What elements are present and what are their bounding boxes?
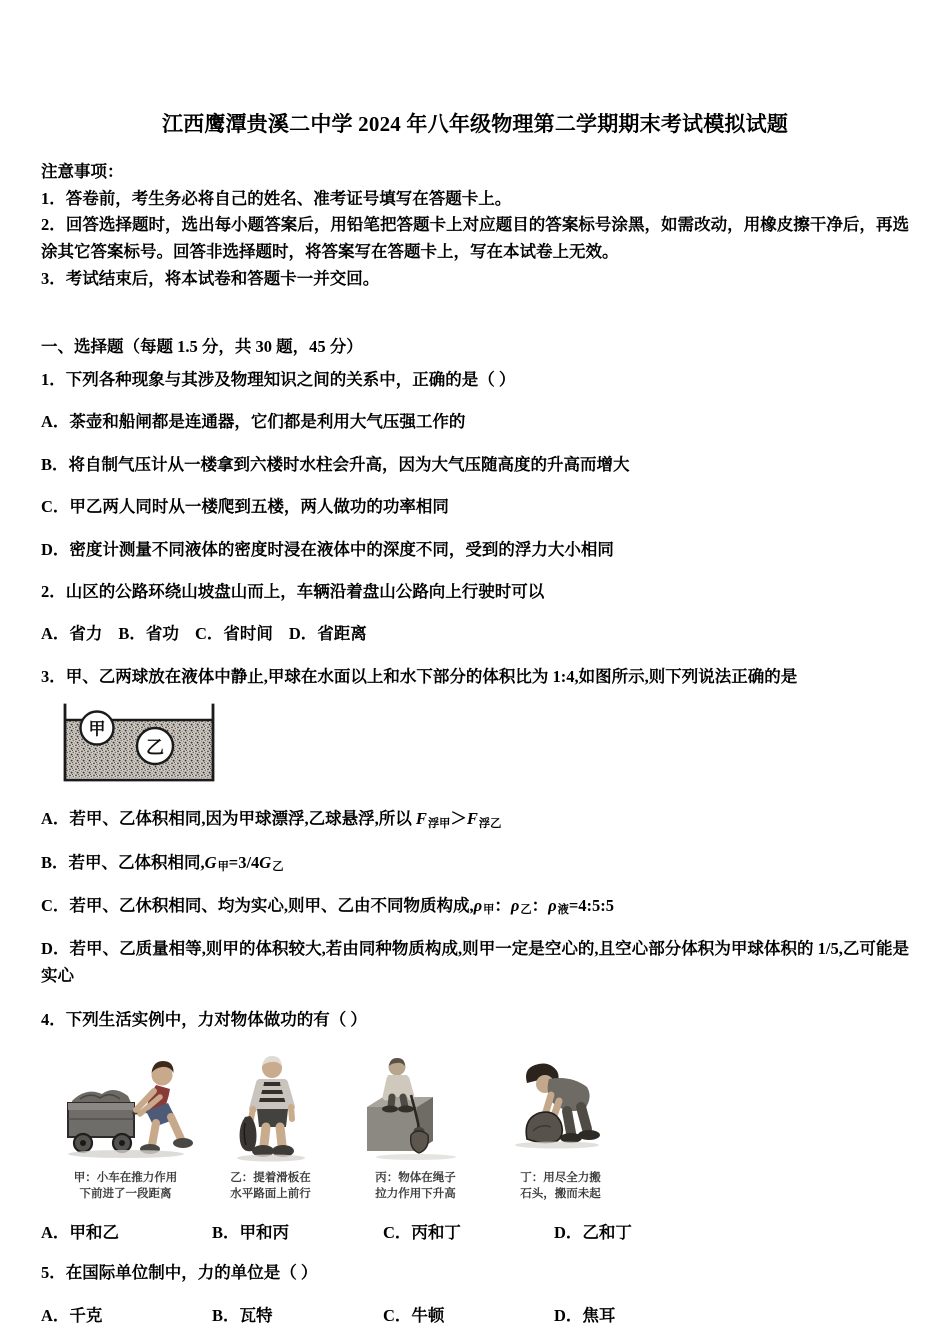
q3-opt-c-rho3: ρ <box>548 895 557 915</box>
notice-item-3: 3．考试结束后，将本试卷和答题卡一并交回。 <box>41 268 380 288</box>
question-4-options <box>41 1220 909 1246</box>
question-3-option-d: D．若甲、乙质量相等,则甲的体积较大,若由同种物质构成,则甲一定是空心的,且空心部分体积为甲球体积的 1/5,乙可能是实心 <box>41 939 909 985</box>
question-2-option-b: B．省功 <box>118 624 179 644</box>
question-3-option-c <box>41 893 909 920</box>
q3-opt-c-rho1: ρ <box>473 895 483 915</box>
caption-bing <box>343 1171 488 1201</box>
caption-ding <box>488 1171 633 1201</box>
section-heading-choice: 一、选择题（每题 1.5 分，共 30 题，45 分） <box>41 336 363 356</box>
question-2-stem: 2．山区的公路环绕山坡盘山而上，车辆沿着盘山公路向上行驶时可以 <box>41 581 545 601</box>
notice-block <box>41 159 909 292</box>
question-5-option-a: A．千克 <box>41 1305 103 1325</box>
q3-opt-c-tail: =4:5:5 <box>568 895 615 915</box>
q3-opt-a-sym2: F <box>466 809 478 829</box>
question-2-option-c: C．省时间 <box>194 624 273 644</box>
figure-cell-jia <box>53 1047 198 1165</box>
caption-jia-line1: 甲：小车在推力作用 <box>73 1172 178 1185</box>
question-5-stem: 5．在国际单位制中，力的单位是（ ） <box>41 1263 318 1283</box>
caption-jia <box>53 1171 198 1201</box>
question-4-captions <box>53 1171 633 1201</box>
q3-opt-b-sub2: 乙 <box>272 860 284 873</box>
q3-opt-a-text: A．若甲、乙体积相同,因为甲球漂浮,乙球悬浮,所以 <box>41 809 416 829</box>
q3-opt-b-sym1: G <box>204 852 217 872</box>
question-1-stem: 1．下列各种现象与其涉及物理知识之间的关系中，正确的是（ ） <box>41 370 516 390</box>
page-title: 江西鹰潭贵溪二中学 2024 年八年级物理第二学期期末考试模拟试题 <box>161 112 789 136</box>
q3-opt-b-mid: =3/4 <box>228 852 260 872</box>
question-5-option-b: B．瓦特 <box>212 1305 273 1325</box>
caption-jia-line2: 下前进了一段距离 <box>79 1187 172 1200</box>
q3-opt-b-sym2: G <box>259 852 272 872</box>
person-lifting-rock-icon <box>501 1053 621 1165</box>
q3-opt-c-text: C．若甲、乙休积相同、均为实心,则甲、乙由不同物质构成, <box>41 895 474 915</box>
caption-bing-line1: 丙：物体在绳子 <box>375 1172 456 1185</box>
boy-pushing-cart-icon <box>56 1053 196 1165</box>
figure-cell-ding <box>488 1047 633 1165</box>
caption-yi <box>198 1171 343 1201</box>
q3-opt-c-sub3: 液 <box>557 904 569 917</box>
q3-opt-b-sub1: 甲 <box>217 860 229 873</box>
beaker-two-balls-figure <box>57 702 247 788</box>
question-3-figure <box>57 702 909 790</box>
question-5-option-d: D．焦耳 <box>554 1305 616 1325</box>
q3-opt-c-rho2: ρ <box>510 895 520 915</box>
q3-opt-a-sub2: 浮乙 <box>478 817 502 830</box>
question-1-option-b: B．将自制气压计从一楼拿到六楼时水柱会升高，因为大气压随高度的升高而增大 <box>41 454 630 474</box>
question-2-option-a: A．省力 <box>41 624 103 644</box>
question-4-figure-row <box>53 1047 633 1165</box>
q3-opt-a-rel: ＞ <box>450 809 467 829</box>
q3-opt-a-sym1: F <box>415 809 427 829</box>
q3-opt-c-sub2: 乙 <box>520 904 532 917</box>
question-4-option-b: B．甲和丙 <box>212 1222 290 1242</box>
caption-bing-line2: 拉力作用下升高 <box>375 1187 456 1200</box>
q3-opt-c-sub1: 甲 <box>483 904 495 917</box>
question-5-options <box>41 1303 909 1329</box>
question-5-option-c: C．牛顿 <box>383 1305 445 1325</box>
question-1-option-a: A．茶壶和船闸都是连通器，它们都是利用大气压强工作的 <box>41 412 466 432</box>
question-2-option-d: D．省距离 <box>288 624 367 644</box>
page-content <box>41 0 909 1329</box>
question-4-option-d: D．乙和丁 <box>554 1222 632 1242</box>
q3-opt-c-sep1: ： <box>494 895 511 915</box>
question-4-stem: 4．下列生活实例中，力对物体做功的有（ ） <box>41 1010 367 1030</box>
question-4-figures <box>53 1047 633 1201</box>
q3-opt-b-text: B．若甲、乙体积相同, <box>41 852 205 872</box>
question-3-option-a <box>41 806 909 833</box>
question-4-option-a: A．甲和乙 <box>41 1222 119 1242</box>
notice-heading: 注意事项： <box>41 162 124 182</box>
notice-item-2: 2．回答选择题时，选出每小题答案后，用铅笔把答题卡上对应题目的答案标号涂黑，如需改动，用橡皮擦干净后，再选涂其它答案标号。回答非选择题时，将答案写在答题卡上，写在本试卷上无效。 <box>41 215 909 262</box>
question-2-options <box>41 621 909 647</box>
question-3-stem: 3．甲、乙两球放在液体中静止,甲球在水面以上和水下部分的体积比为 1:4,如图所示,则下列说法正确的是 <box>41 666 798 686</box>
caption-ding-line2: 石头，搬而未起 <box>520 1187 601 1200</box>
ball-label-yi: 乙 <box>146 737 164 758</box>
ball-label-jia: 甲 <box>88 719 106 739</box>
question-4-option-c: C．丙和丁 <box>383 1222 461 1242</box>
figure-cell-yi <box>198 1047 343 1165</box>
q3-opt-c-sep2: ： <box>531 895 549 915</box>
caption-yi-line1: 乙：提着滑板在 <box>230 1172 311 1185</box>
question-3-option-b <box>41 850 909 877</box>
question-1-option-d: D．密度计测量不同液体的密度时浸在液体中的深度不同，受到的浮力大小相同 <box>41 539 614 559</box>
q3-opt-a-sub1: 浮甲 <box>427 817 451 830</box>
boy-carrying-skateboard-icon <box>212 1053 330 1165</box>
question-1-option-c: C．甲乙两人同时从一楼爬到五楼，两人做功的功率相同 <box>41 497 449 517</box>
notice-item-1: 1．答卷前，考生务必将自己的姓名、准考证号填写在答题卡上。 <box>41 188 512 208</box>
caption-yi-line2: 水平路面上前行 <box>230 1187 311 1200</box>
person-pulling-rope-load-icon <box>353 1053 479 1165</box>
caption-ding-line1: 丁：用尽全力搬 <box>520 1172 601 1185</box>
figure-cell-bing <box>343 1047 488 1165</box>
